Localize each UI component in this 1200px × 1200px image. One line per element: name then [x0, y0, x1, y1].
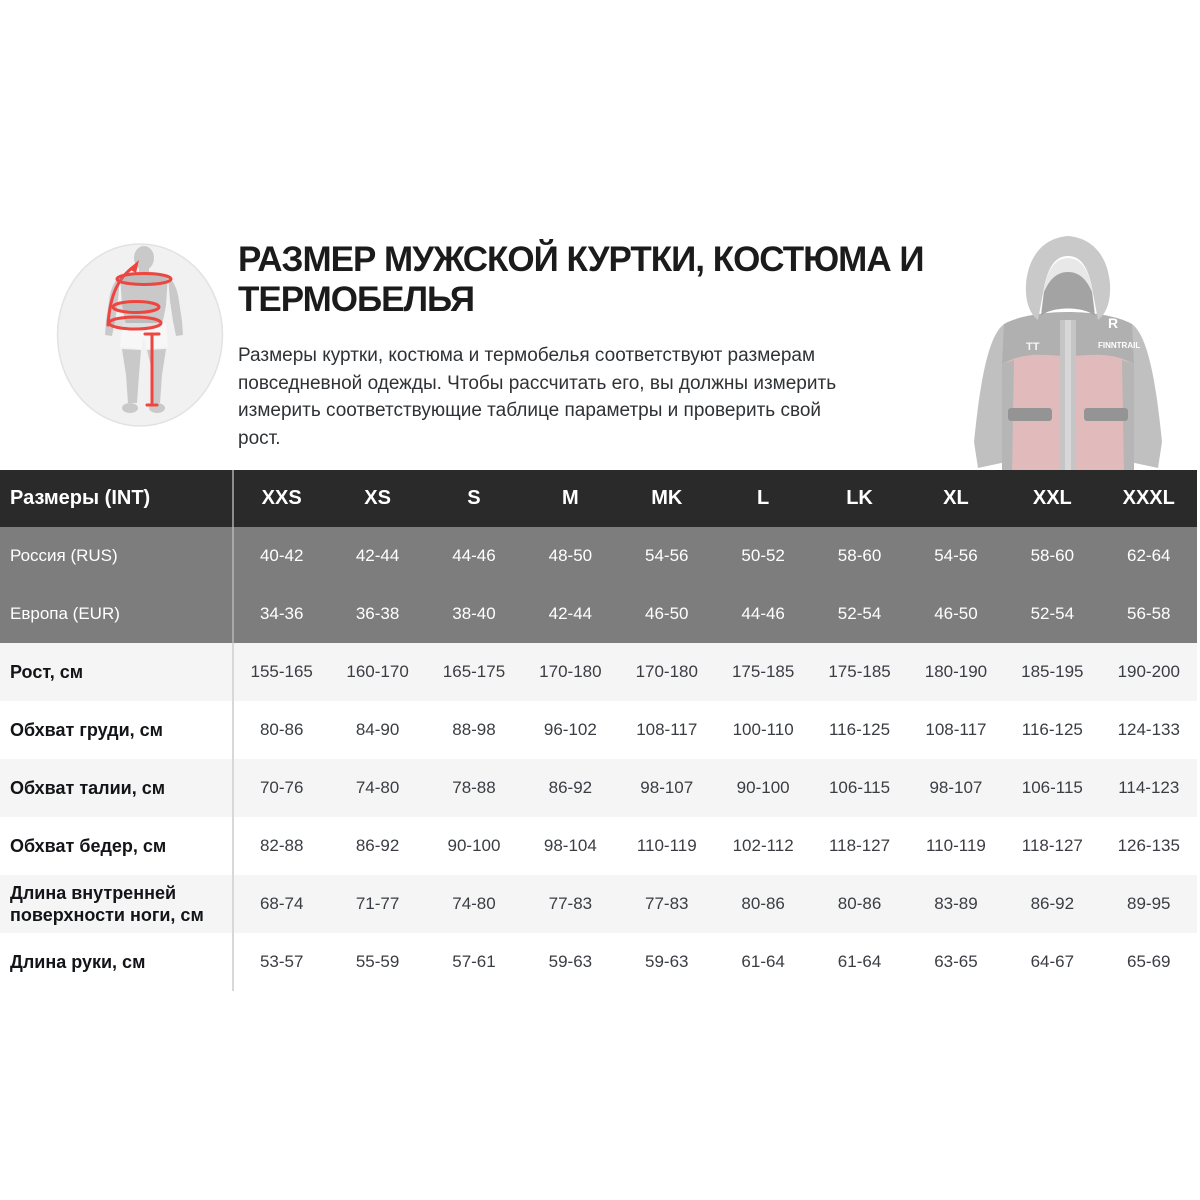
size-column-header: XXXL: [1122, 487, 1175, 509]
size-cell: 46-50: [934, 604, 978, 623]
size-cell: 54-56: [645, 546, 689, 565]
size-cell: 106-115: [828, 778, 891, 797]
size-cell: 57-61: [452, 952, 496, 971]
size-cell: 58-60: [1030, 546, 1075, 565]
size-cell: 180-190: [924, 662, 988, 681]
size-cell: 82-88: [233, 817, 329, 875]
size-cell: 77-83: [645, 894, 689, 913]
size-cell: 34-36: [233, 585, 329, 643]
description-line: рост.: [238, 427, 281, 449]
size-cell: 38-40: [452, 604, 496, 623]
size-column-header: XXL: [1032, 487, 1072, 509]
corner-header-label: Размеры (INT): [10, 487, 151, 509]
size-cell: 96-102: [543, 720, 597, 739]
row-label: Обхват груди, см: [10, 720, 163, 740]
size-cell: 56-58: [1127, 604, 1171, 623]
page-description: [238, 342, 938, 452]
size-cell: 88-98: [452, 720, 496, 739]
size-cell: 80-86: [233, 701, 329, 759]
body-measurement-illustration: [56, 243, 224, 428]
size-cell: 83-89: [934, 894, 978, 913]
size-cell: 64-67: [1030, 952, 1075, 971]
size-cell: 55-59: [355, 952, 400, 971]
size-cell: 74-80: [355, 778, 400, 797]
size-column-header: XS: [364, 487, 391, 509]
table-row: [0, 933, 1197, 991]
row-label: Обхват талии, см: [10, 778, 166, 798]
size-column-header: XXS: [233, 470, 329, 527]
size-column-header: L: [757, 487, 770, 509]
description-line: измерить соответствующие таблице параметры и проверить свой: [238, 400, 822, 421]
size-cell: 48-50: [548, 546, 593, 565]
size-cell: 65-69: [1127, 952, 1171, 971]
size-cell: 86-92: [548, 778, 593, 797]
page-title: [238, 240, 938, 320]
table-row: [0, 643, 1197, 701]
row-label: Европа (EUR): [10, 604, 120, 623]
row-label: Длина внутренней поверхности ноги, см: [10, 883, 204, 925]
size-cell: 61-64: [741, 952, 785, 971]
size-column-header: M: [562, 487, 579, 509]
size-cell: 170-180: [539, 662, 602, 681]
table-row: [0, 527, 1197, 585]
size-cell: 118-127: [1021, 836, 1083, 855]
size-cell: 77-83: [548, 894, 593, 913]
size-cell: 89-95: [1127, 894, 1171, 913]
jacket-photo: [948, 232, 1188, 484]
size-cell: 116-125: [828, 720, 891, 739]
size-cell: 90-100: [736, 778, 790, 797]
size-table-body: [0, 527, 1197, 991]
size-cell: 63-65: [934, 952, 978, 971]
size-cell: 110-119: [636, 836, 697, 855]
size-cell: 126-135: [1117, 836, 1180, 855]
size-cell: 50-52: [741, 546, 785, 565]
size-cell: 62-64: [1127, 546, 1171, 565]
size-cell: 68-74: [233, 875, 329, 933]
header-row: [0, 470, 1197, 527]
size-cell: 44-46: [741, 604, 785, 623]
size-column-header: S: [467, 487, 481, 509]
size-cell: 110-119: [925, 836, 986, 855]
size-cell: 36-38: [355, 604, 400, 623]
size-cell: 90-100: [447, 836, 501, 855]
size-cell: 53-57: [233, 933, 329, 991]
size-cell: 124-133: [1117, 720, 1180, 739]
description-line: Размеры куртки, костюма и термобелья соответствуют размерам: [238, 345, 816, 366]
size-cell: 102-112: [732, 836, 794, 855]
size-cell: 52-54: [1030, 604, 1075, 623]
size-cell: 170-180: [635, 662, 698, 681]
table-row: [0, 759, 1197, 817]
table-row: [0, 875, 1197, 933]
size-cell: 98-104: [543, 836, 597, 855]
size-cell: 84-90: [355, 720, 400, 739]
row-label: Россия (RUS): [10, 546, 118, 565]
table-row: [0, 585, 1197, 643]
size-cell: 74-80: [452, 894, 496, 913]
size-cell: 190-200: [1117, 662, 1180, 681]
size-cell: 100-110: [732, 720, 794, 739]
row-label: Длина руки, см: [10, 952, 146, 972]
size-cell: 42-44: [548, 604, 593, 623]
jacket-chest-mark: TT: [1026, 341, 1040, 353]
row-label: Обхват бедер, см: [10, 836, 167, 856]
size-cell: 54-56: [934, 546, 978, 565]
size-cell: 185-195: [1021, 662, 1084, 681]
size-cell: 106-115: [1021, 778, 1083, 797]
size-cell: 98-107: [640, 778, 694, 797]
size-cell: 58-60: [837, 546, 882, 565]
jacket-brand-text: FINNTRAIL: [1098, 341, 1141, 350]
size-cell: 59-63: [645, 952, 689, 971]
size-cell: 59-63: [548, 952, 593, 971]
size-cell: 52-54: [837, 604, 882, 623]
size-cell: 155-165: [233, 643, 329, 701]
size-cell: 86-92: [355, 836, 400, 855]
size-cell: 80-86: [741, 894, 785, 913]
size-cell: 108-117: [636, 720, 698, 739]
size-table: [0, 470, 1197, 991]
size-cell: 108-117: [925, 720, 987, 739]
size-cell: 42-44: [355, 546, 400, 565]
size-cell: 44-46: [452, 546, 496, 565]
size-cell: 40-42: [233, 527, 329, 585]
table-row: [0, 817, 1197, 875]
size-cell: 70-76: [233, 759, 329, 817]
page-title-line: ТЕРМОБЕЛЬЯ: [238, 280, 475, 319]
size-column-header: XL: [943, 487, 969, 509]
size-cell: 118-127: [828, 836, 891, 855]
size-column-header: MK: [651, 487, 683, 509]
page-title-line: РАЗМЕР МУЖСКОЙ КУРТКИ, КОСТЮМА И: [238, 240, 924, 279]
size-column-header: LK: [846, 487, 873, 509]
size-cell: 86-92: [1030, 894, 1075, 913]
size-cell: 46-50: [645, 604, 689, 623]
size-cell: 71-77: [355, 894, 400, 913]
size-cell: 61-64: [837, 952, 882, 971]
table-row: [0, 701, 1197, 759]
description-line: повседневной одежды. Чтобы рассчитать его, вы должны измерить: [238, 372, 837, 394]
intro-text-block: [238, 240, 938, 452]
size-table-header: [0, 470, 1197, 527]
row-label: Рост, см: [10, 662, 84, 682]
jacket-illustration-icon: [948, 232, 1188, 484]
size-cell: 78-88: [452, 778, 496, 797]
size-cell: 160-170: [346, 662, 409, 681]
size-cell: 98-107: [929, 778, 983, 797]
size-table-section: [0, 470, 1197, 991]
size-cell: 80-86: [837, 894, 882, 913]
jacket-logo-letter: R: [1108, 315, 1119, 331]
measurement-figure-icon: [56, 243, 224, 428]
size-cell: 114-123: [1118, 778, 1180, 797]
size-cell: 116-125: [1021, 720, 1083, 739]
size-cell: 165-175: [442, 662, 506, 681]
size-cell: 175-185: [828, 662, 891, 681]
size-cell: 175-185: [731, 662, 795, 681]
